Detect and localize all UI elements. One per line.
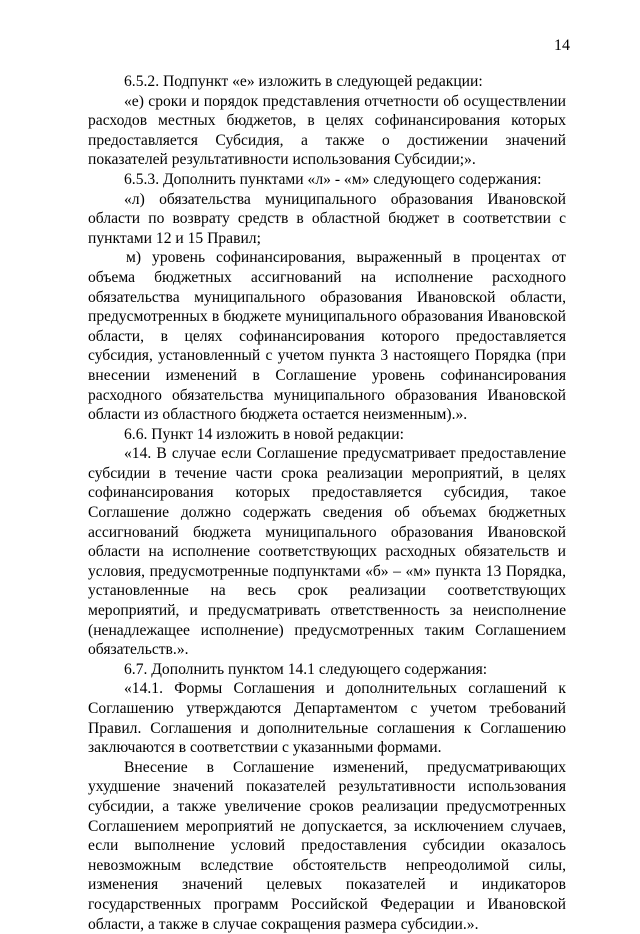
paragraph-subpoint-e: «е) сроки и порядок представления отчетности об осуществлении расходов местных бюджетов, в целях софинансирования которых предоставляется Субсидия, а также о достижении значений показателей результативности использования Субсидии;». bbox=[88, 92, 566, 169]
paragraph-point-14-1: «14.1. Формы Соглашения и дополнительных соглашений к Соглашению утверждаются Департаментом с учетом требований Правил. Соглашения и дополнительные соглашения к Соглашению заключаются в соответствии с указанными формами. bbox=[88, 680, 566, 757]
paragraph-6-5-2: 6.5.2. Подпункт «е» изложить в следующей редакции: bbox=[124, 73, 483, 90]
paragraph-6-7: 6.7. Дополнить пунктом 14.1 следующего содержания: bbox=[124, 660, 488, 678]
paragraph-6-5-3: 6.5.3. Дополнить пунктами «л» - «м» следующего содержания: bbox=[124, 170, 542, 188]
paragraph-subpoint-m: м) уровень софинансирования, выраженный в процентах от объема бюджетных ассигнований на исполнение расходного обязательства муниципального образования Ивановской области, предусмотренных в бюджете муниципального образования Ивановской области, в целях софинансирования которого предоставляется субсидия, установленный с учетом пункта 3 настоящего Порядка (при внесении изменений в Соглашение уровень софинансирования расходного обязательства муниципального образования Ивановской области из областного бюджета остается неизменным).». bbox=[88, 249, 566, 424]
document-body bbox=[88, 72, 566, 934]
paragraph-point-14: «14. В случае если Соглашение предусматривает предоставление субсидии в течение части срока реализации мероприятий, в целях софинансирования которых предоставляется субсидия, такое Соглашение должно содержать сведения об объемах бюджетных ассигнований бюджета муниципального образования Ивановской области на исполнение соответствующих расходных обязательств и условия, предусмотренные подпунктами «б» – «м» пункта 13 Порядка, установленные на весь срок реализации соответствующих мероприятий, и предусматривать ответственность за неисполнение (ненадлежащее исполнение) предусмотренных таким Соглашением обязательств.». bbox=[88, 445, 566, 659]
paragraph-amendments: Внесение в Соглашение изменений, предусматривающих ухудшение значений показателей результативности использования субсидии, а также увеличение сроков реализации предусмотренных Соглашением мероприятий не допускается, за исключением случаев, если выполнение условий предоставления субсидии оказалось невозможным вследствие обстоятельств непреодолимой силы, изменения значений целевых показателей и индикаторов государственных программ Российской Федерации и Ивановской области, а также в случае сокращения размера субсидии.». bbox=[88, 758, 566, 933]
paragraph-subpoint-l: «л) обязательства муниципального образования Ивановской области по возврату средств в областной бюджет в соответствии с пунктами 12 и 15 Правил; bbox=[88, 190, 566, 247]
page-number: 14 bbox=[554, 37, 570, 54]
paragraph-6-6: 6.6. Пункт 14 изложить в новой редакции: bbox=[124, 425, 404, 443]
